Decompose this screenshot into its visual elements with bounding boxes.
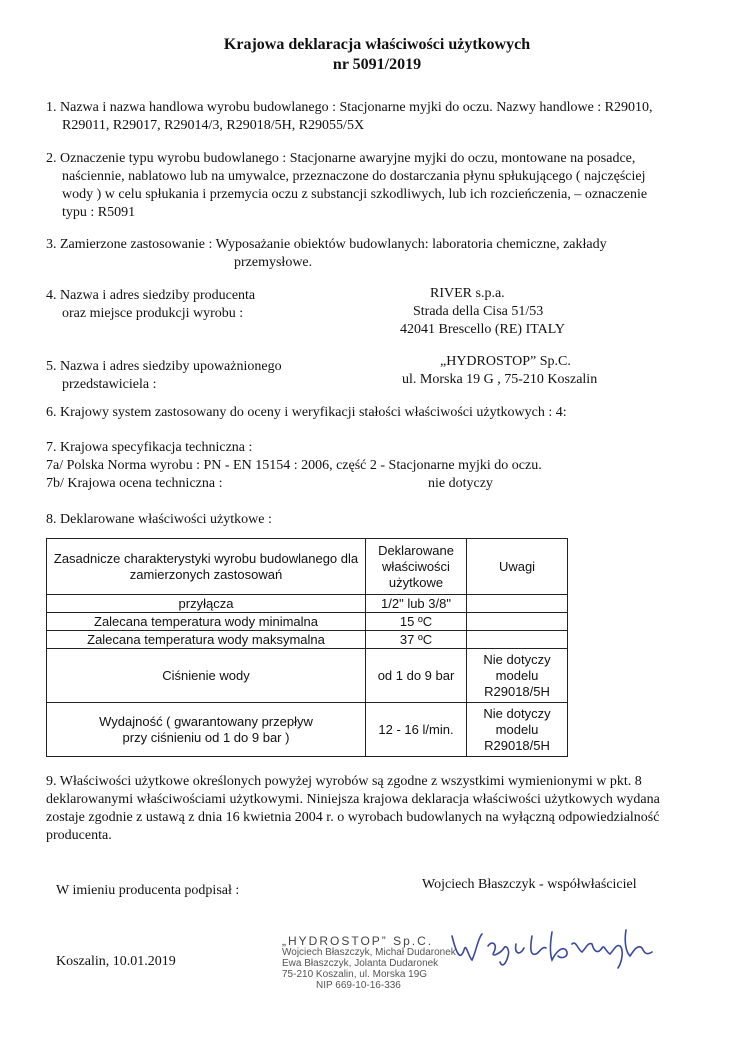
section-9-line-1: 9. Właściwości użytkowe określonych powyżej wyrobów są zgodne z wszystkimi wymienionymi w pkt. 8: [46, 774, 642, 789]
header-characteristics: Zasadnicze charakterystyki wyrobu budowlanego dla zamierzonych zastosowań: [47, 539, 366, 595]
signer-name: Wojciech Błaszczyk - współwłaściciel: [422, 877, 637, 892]
section-1-line-1: 1. Nazwa i nazwa handlowa wyrobu budowlanego : Stacjonarne myjki do oczu. Nazwy handlowe : R29010,: [46, 100, 653, 115]
row-2-remarks: [467, 613, 568, 631]
company-stamp: [282, 936, 456, 991]
row-3-remarks: [467, 631, 568, 649]
handwritten-signature: [448, 922, 658, 972]
row-2-characteristic: Zalecana temperatura wody minimalna: [47, 613, 366, 631]
section-9-line-3: zostaje zgodnie z ustawą z dnia 16 kwietnia 2004 r. o wyrobach budowlanych na wyłączną odpowiedzialność: [46, 810, 660, 825]
representative-address: ul. Morska 19 G , 75-210 Koszalin: [402, 372, 598, 387]
section-7a: 7a/ Polska Norma wyrobu : PN - EN 15154 : 2006, część 2 - Stacjonarne myjki do oczu.: [46, 458, 542, 473]
row-4-remarks: Nie dotyczy modelu R29018/5H: [467, 649, 568, 703]
document-number: nr 5091/2019: [332, 56, 422, 73]
section-4-label-2: oraz miejsce produkcji wyrobu :: [62, 306, 244, 321]
row-1-value: 1/2" lub 3/8": [366, 595, 467, 613]
section-2-line-3: wody ) w celu spłukania i przemycia oczu z substancji szkodliwych, lub ich rozcieńczenia, – oznaczenie: [62, 187, 648, 202]
section-4-label-1: 4. Nazwa i adres siedziby producenta: [46, 288, 256, 303]
table-row: [47, 649, 568, 703]
section-2-line-2: naściennie, nablatowo lub na umywalce, przeznaczone do dostarczania płynu spłukującego ( najczęściej: [62, 169, 646, 184]
section-9-line-2: deklarowanymi właściwościami użytkowymi. Niniejsza krajowa deklaracja właściwości użytkowych wydana: [46, 792, 660, 807]
row-3-characteristic: Zalecana temperatura wody maksymalna: [47, 631, 366, 649]
section-1-line-2: R29011, R29017, R29014/3, R29018/5H, R29055/5X: [62, 118, 365, 133]
row-2-value: 15 ºC: [366, 613, 467, 631]
stamp-owners-2: Ewa Błaszczyk, Jolanta Dudaronek: [282, 958, 439, 969]
row-3-value: 37 ºC: [366, 631, 467, 649]
header-declared: Deklarowane właściwości użytkowe: [366, 539, 467, 595]
producer-name: RIVER s.p.a.: [430, 286, 505, 301]
section-3-line-2: przemysłowe.: [234, 255, 313, 270]
document-title: Krajowa deklaracja właściwości użytkowych: [223, 36, 531, 53]
producer-street: Strada della Cisa 51/53: [413, 304, 544, 319]
section-8-heading: 8. Deklarowane właściwości użytkowe :: [46, 512, 272, 527]
table-header-row: [47, 539, 568, 595]
table-row: [47, 595, 568, 613]
producer-city: 42041 Brescello (RE) ITALY: [400, 322, 566, 337]
table-row: [47, 703, 568, 757]
row-1-characteristic: przyłącza: [47, 595, 366, 613]
representative-name: „HYDROSTOP” Sp.C.: [440, 354, 571, 369]
table-row: [47, 613, 568, 631]
signed-by-label: W imieniu producenta podpisał :: [56, 883, 240, 898]
row-5-remarks: Nie dotyczy modelu R29018/5H: [467, 703, 568, 757]
properties-table: [46, 538, 568, 757]
section-2-line-1: 2. Oznaczenie typu wyrobu budowlanego : Stacjonarne awaryjne myjki do oczu, montowane na posadce,: [46, 151, 636, 166]
section-6: 6. Krajowy system zastosowany do oceny i weryfikacji stałości właściwości użytkowych : 4:: [46, 405, 567, 420]
section-5-label-1: 5. Nazwa i adres siedziby upoważnionego: [46, 359, 282, 374]
section-3-line-1: 3. Zamierzone zastosowanie : Wyposażanie obiektów budowlanych: laboratoria chemiczne, zakłady: [46, 237, 607, 252]
row-4-value: od 1 do 9 bar: [366, 649, 467, 703]
section-2-line-4: typu : R5091: [62, 205, 136, 220]
stamp-owners-1: Wojciech Błaszczyk, Michał Dudaronek: [282, 947, 456, 958]
row-5-value: 12 - 16 l/min.: [366, 703, 467, 757]
section-7-line-1: 7. Krajowa specyfikacja techniczna :: [46, 440, 253, 455]
section-9-line-4: producenta.: [46, 828, 112, 843]
row-5-characteristic: Wydajność ( gwarantowany przepływ przy ciśnieniu od 1 do 9 bar ): [47, 703, 366, 757]
stamp-tax-id: NIP 669-10-16-336: [316, 980, 401, 991]
section-5-label-2: przedstawiciela :: [62, 377, 157, 392]
stamp-company-name: „HYDROSTOP” Sp.C.: [282, 934, 434, 948]
section-7b-value: nie dotyczy: [428, 476, 493, 491]
row-4-characteristic: Ciśnienie wody: [47, 649, 366, 703]
header-remarks: Uwagi: [467, 539, 568, 595]
section-7b-label: 7b/ Krajowa ocena techniczna :: [46, 476, 223, 491]
place-and-date: Koszalin, 10.01.2019: [56, 954, 176, 969]
table-row: [47, 631, 568, 649]
stamp-address: 75-210 Koszalin, ul. Morska 19G: [282, 969, 428, 980]
row-1-remarks: [467, 595, 568, 613]
